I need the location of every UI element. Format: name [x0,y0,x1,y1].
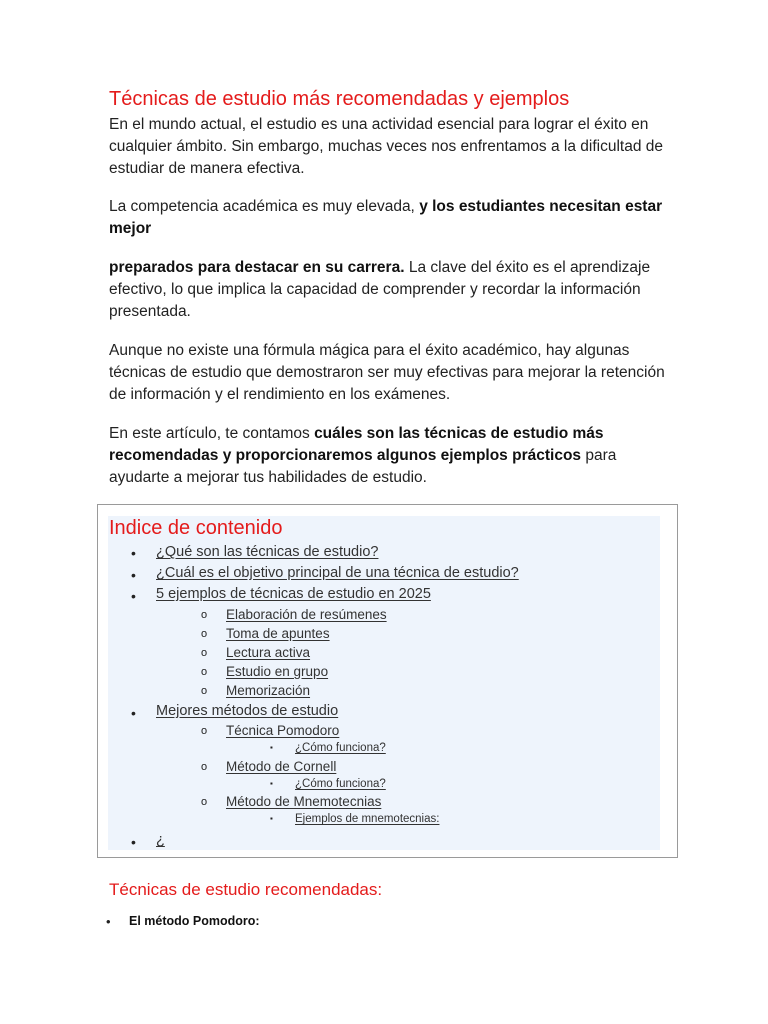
bullet-square-icon: ▪ [270,779,273,788]
toc-link-ejemplos-mnemotecnias[interactable]: Ejemplos de mnemotecnias: [295,813,440,825]
toc-link-que-son[interactable]: ¿Qué son las técnicas de estudio? [156,544,379,560]
list-item-pomodoro: El método Pomodoro: [129,914,260,928]
bullet-disc-icon: • [131,567,136,583]
bullet-square-icon: ▪ [270,814,273,823]
bullet-disc-icon: • [131,834,136,850]
toc-link-lectura-activa[interactable]: Lectura activa [226,645,311,660]
toc-link-memorizacion[interactable]: Memorización [226,683,311,698]
bullet-circle-icon: o [201,761,208,773]
bullet-disc-icon: • [131,545,136,561]
toc-link-pomodoro[interactable]: Técnica Pomodoro [226,723,340,738]
bullet-disc-icon: • [131,705,136,721]
toc-link-incomplete[interactable]: ¿ [156,832,165,848]
toc-title: Indice de contenido [109,517,283,539]
toc-link-estudio-grupo[interactable]: Estudio en grupo [226,664,329,679]
competition-bold-text: y los estudiantes necesitan estar mejor [109,198,663,237]
article-title: Técnicas de estudio más recomendadas y ejemplos [109,88,570,110]
section-title-recomendadas: Técnicas de estudio recomendadas: [109,880,383,899]
toc-link-pomodoro-como-funciona[interactable]: ¿Cómo funciona? [295,742,386,754]
article-scope-paragraph [109,423,669,489]
toc-link-5-ejemplos[interactable]: 5 ejemplos de técnicas de estudio en 2025 [156,586,431,602]
scope-bold-text: cuáles son las técnicas de estudio más recomendadas y proporcionaremos algunos ejemplos prácticos [109,425,604,464]
bullet-disc-icon: • [131,588,136,604]
key-paragraph [109,257,669,323]
bullet-circle-icon: o [201,666,208,678]
toc-link-mejores-metodos[interactable]: Mejores métodos de estudio [156,703,339,719]
intro-paragraph: En el mundo actual, el estudio es una actividad esencial para lograr el éxito en cualquier ámbito. Sin embargo, muchas veces nos enfrentamos a la dificultad de estudiar de manera efectiva. [109,116,663,177]
bullet-circle-icon: o [201,628,208,640]
bullet-disc-icon: • [106,914,111,929]
bullet-circle-icon: o [201,796,208,808]
toc-link-cornell[interactable]: Método de Cornell [226,759,337,774]
bullet-circle-icon: o [201,647,208,659]
toc-link-resumenes[interactable]: Elaboración de resúmenes [226,607,387,622]
bullet-circle-icon: o [201,609,208,621]
toc-link-mnemotecnias[interactable]: Método de Mnemotecnias [226,794,382,809]
bullet-circle-icon: o [201,685,208,697]
scope-text-start: En este artículo, te contamos [109,425,315,442]
bullet-square-icon: ▪ [270,743,273,752]
toc-link-objetivo[interactable]: ¿Cuál es el objetivo principal de una técnica de estudio? [156,565,519,581]
formula-paragraph: Aunque no existe una fórmula mágica para el éxito académico, hay algunas técnicas de estudio que demostraron ser muy efectivas para mejorar la retención de información y el rendimiento en los exámenes. [109,342,665,403]
toc-link-apuntes[interactable]: Toma de apuntes [226,626,330,641]
bullet-circle-icon: o [201,725,208,737]
competition-text: La competencia académica es muy elevada, [109,198,420,215]
key-bold-text: preparados para destacar en su carrera. [109,259,405,276]
key-text: La clave del éxito es el aprendizaje efectivo, lo que implica la capacidad de comprender y recordar la información presentada. [109,259,651,320]
toc-link-cornell-como-funciona[interactable]: ¿Cómo funciona? [295,778,386,790]
competition-paragraph [109,196,669,240]
scope-text-end: para ayudarte a mejorar tus habilidades de estudio. [109,447,617,486]
